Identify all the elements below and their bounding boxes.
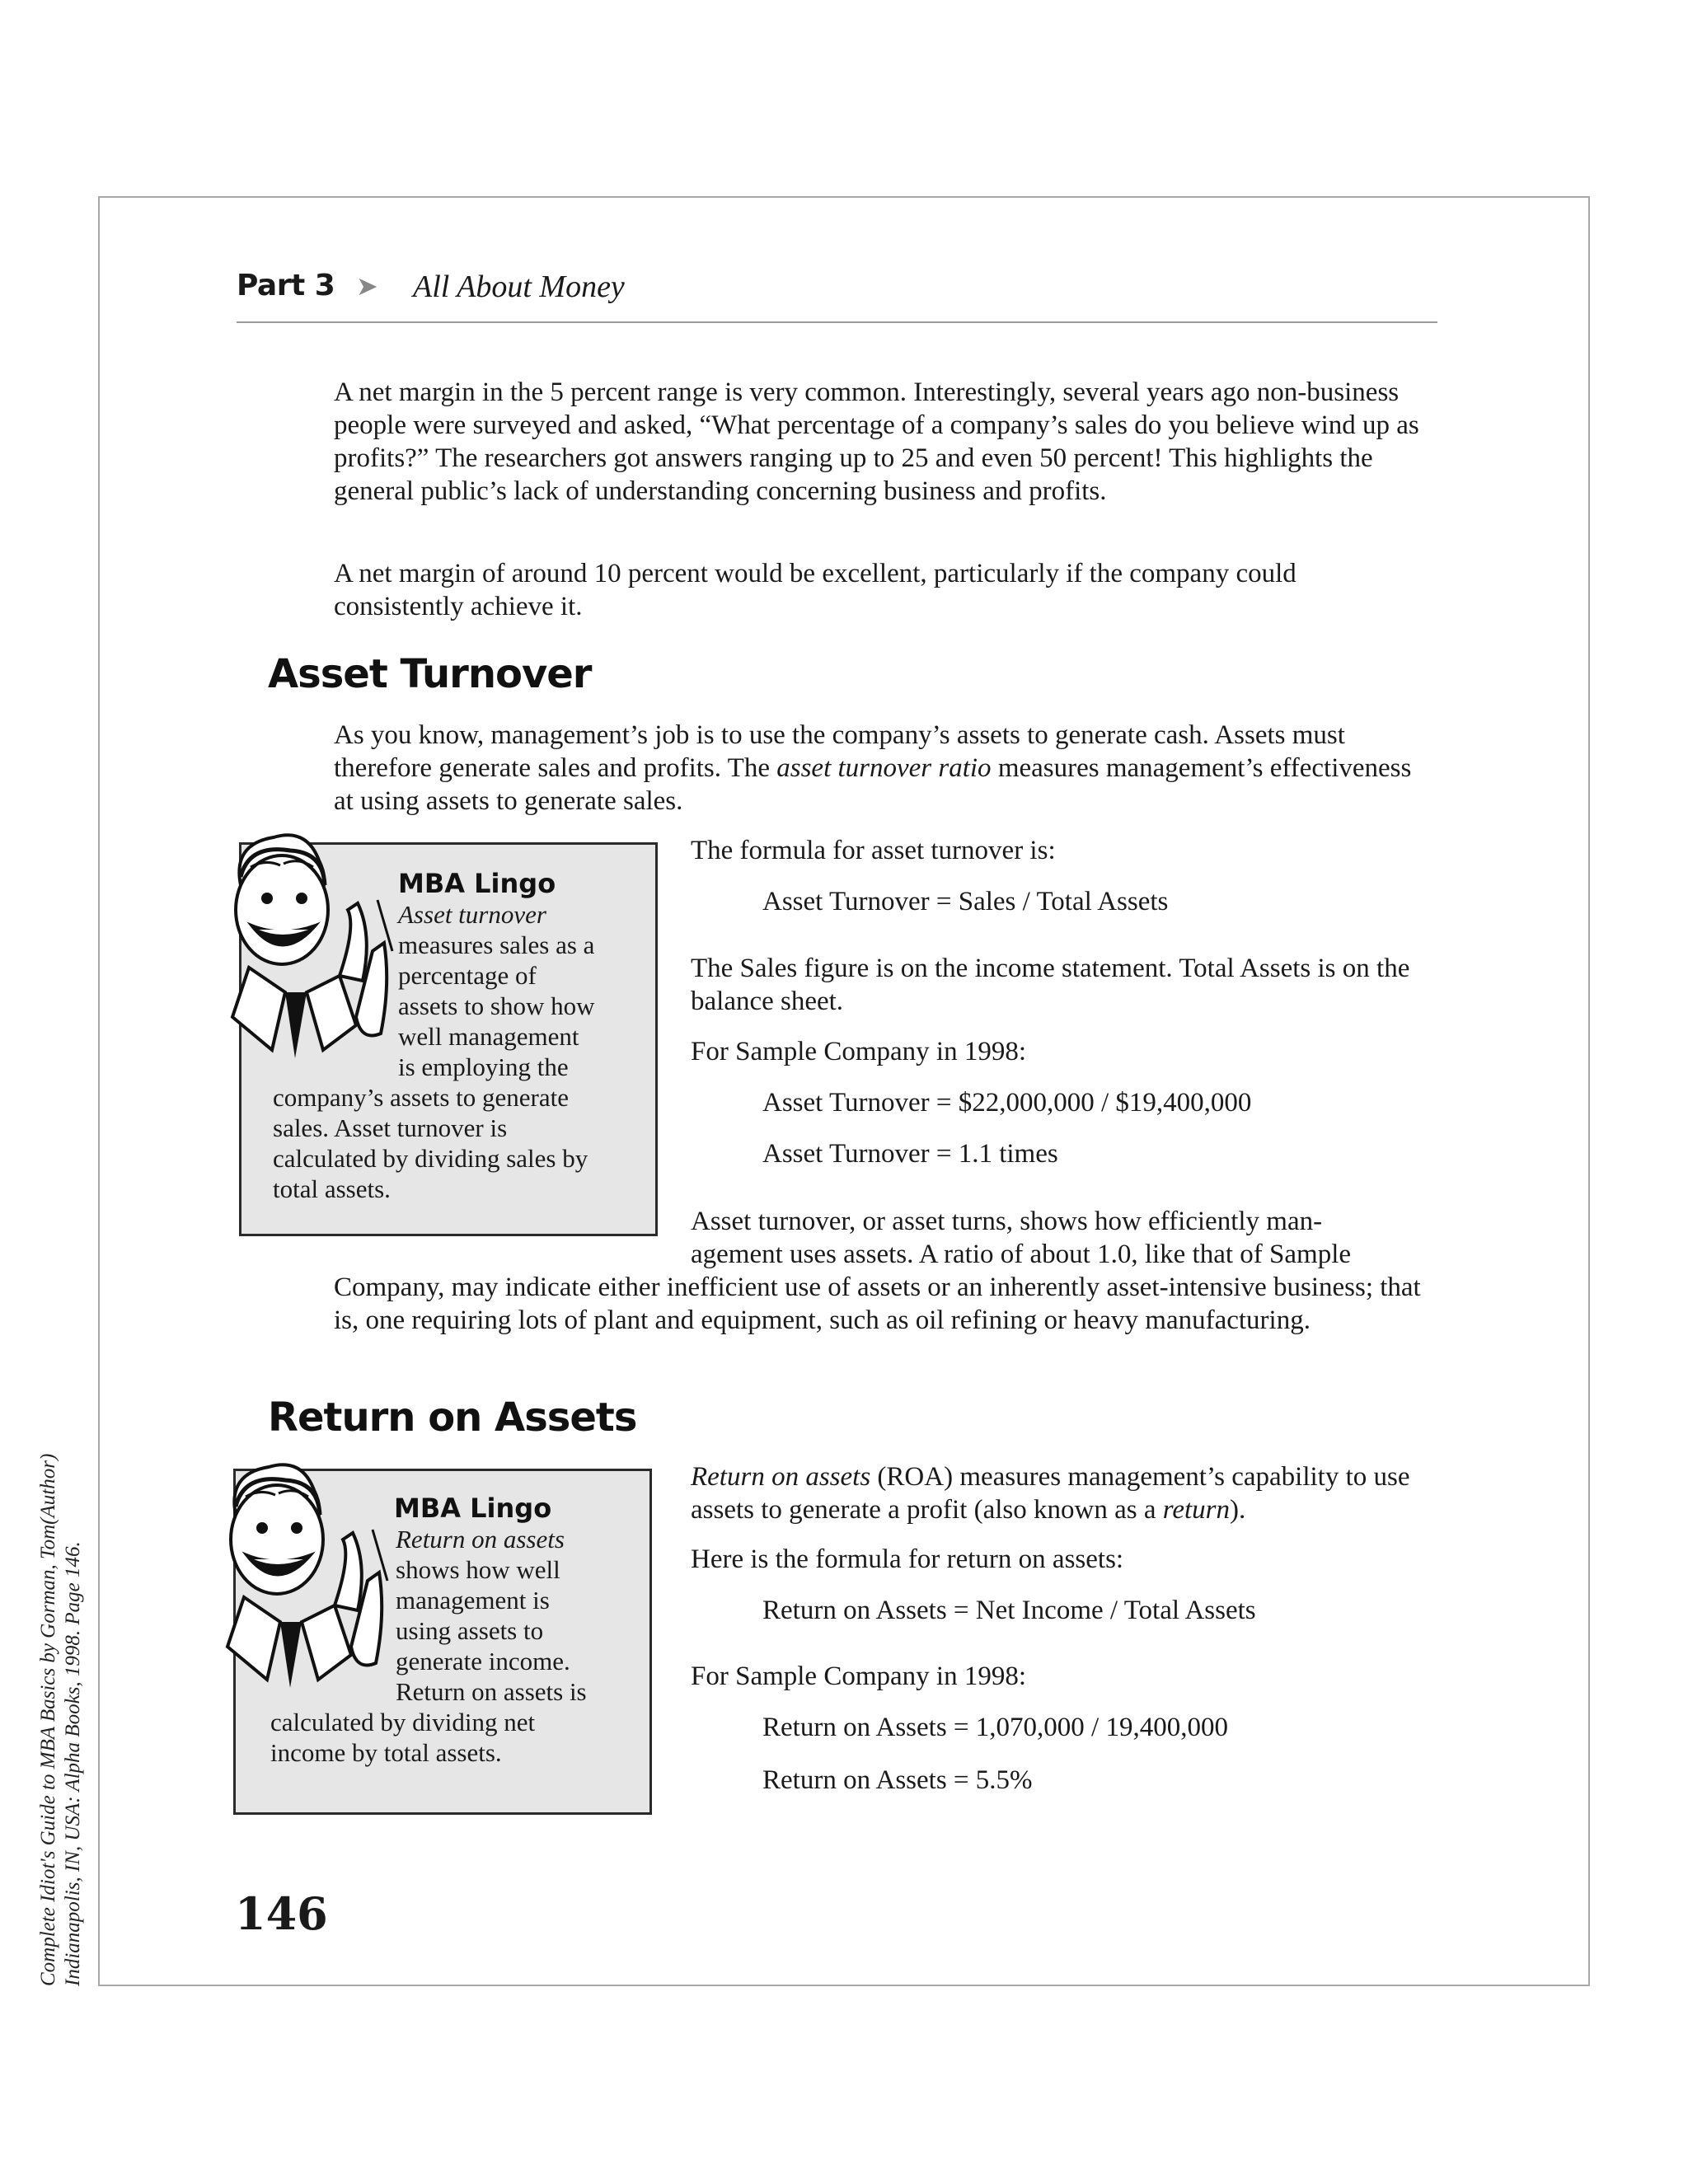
arrow-icon: ➤ xyxy=(356,270,378,302)
mba-lingo-cartoon-icon xyxy=(216,827,406,1066)
asset-turnover-calc-1: Asset Turnover = $22,000,000 / $19,400,000 xyxy=(762,1088,1252,1118)
sidebar-line: total assets. xyxy=(273,1174,391,1203)
part-label: Part 3 xyxy=(237,269,335,302)
return-on-assets-calc-2: Return on Assets = 5.5% xyxy=(762,1765,1033,1795)
intro-paragraph-2: A net margin of around 10 percent would be excellent, particularly if the company could consistently achieve it. xyxy=(334,559,1296,621)
sidebar-line: percentage of xyxy=(398,961,537,990)
intro-paragraph-1: A net margin in the 5 percent range is very common. Interestingly, several years ago non-business people were surveyed and asked, “What percentage of a company’s sales do you believe wind up as profits?” The researchers got answers ranging up to 25 and even 50 percent! This highlights the general public’s lack of understanding concerning business and profits. xyxy=(334,377,1419,506)
asset-turnover-heading: Asset Turnover xyxy=(268,651,592,697)
asset-turnover-formula-intro: The formula for asset turnover is: xyxy=(691,836,1056,865)
sidebar-line: shows how well xyxy=(396,1555,560,1584)
sidebar-line: Return on assets is xyxy=(396,1677,587,1706)
chapter-title: All About Money xyxy=(413,269,625,304)
sidebar-line: is employing the xyxy=(398,1052,569,1081)
sidebar-line: income by total assets. xyxy=(270,1738,502,1767)
return-on-assets-sample-intro: For Sample Company in 1998: xyxy=(691,1661,1026,1691)
asset-turnover-intro-text-a: As you know, management’s job is to use the company’s assets to generate cash. Assets must therefore generate sales and profits. The xyxy=(334,720,1345,783)
sidebar-line: management is xyxy=(396,1586,550,1615)
sidebar-line: company’s assets to generate xyxy=(273,1083,569,1112)
return-on-assets-intro-text-a: (ROA) measures management’s capability to use assets to generate a profit (also known as a xyxy=(691,1462,1410,1525)
sidebar-line: measures sales as a xyxy=(398,930,595,959)
return-on-assets-formula-intro: Here is the formula for return on assets: xyxy=(691,1544,1124,1574)
citation-line-1: Complete Idiot's Guide to MBA Basics by Gorman, Tom(Author) xyxy=(37,1453,59,1986)
return-on-assets-intro-term: Return on assets xyxy=(691,1462,871,1492)
sidebar-term: Asset turnover xyxy=(398,900,546,929)
sidebar-line: generate income. xyxy=(396,1647,570,1675)
sidebar-line: sales. Asset turnover is xyxy=(273,1113,508,1142)
return-on-assets-heading: Return on Assets xyxy=(268,1394,637,1441)
sidebar-line: calculated by dividing net xyxy=(270,1708,536,1736)
mba-lingo-cartoon-icon xyxy=(211,1457,401,1696)
asset-turnover-note: The Sales figure is on the income statement. Total Assets is on the balance sheet. xyxy=(691,954,1410,1016)
page-number: 146 xyxy=(235,1887,328,1940)
return-on-assets-intro-text-b: ). xyxy=(1230,1495,1246,1525)
sidebar-line: using assets to xyxy=(396,1616,544,1645)
asset-turnover-intro xyxy=(334,719,1432,818)
sidebar-line: calculated by dividing sales by xyxy=(273,1144,588,1173)
return-on-assets-intro xyxy=(691,1460,1432,1526)
asset-turnover-closing-line-2: agement uses assets. A ratio of about 1.0, like that of Sample xyxy=(691,1240,1352,1269)
return-on-assets-intro-term-2: return xyxy=(1162,1495,1231,1525)
asset-turnover-sample-intro: For Sample Company in 1998: xyxy=(691,1037,1026,1066)
asset-turnover-intro-term: asset turnover ratio xyxy=(776,753,992,783)
citation-line-2: Indianapolis, IN, USA: Alpha Books, 1998. Page 146. xyxy=(62,1541,84,1986)
side-citation xyxy=(36,1393,86,1986)
asset-turnover-intro-text-b: measures management’s effectiveness at using assets to generate sales. xyxy=(334,753,1412,816)
return-on-assets-calc-1: Return on Assets = 1,070,000 / 19,400,000 xyxy=(762,1713,1228,1742)
return-on-assets-formula: Return on Assets = Net Income / Total Assets xyxy=(762,1596,1256,1625)
sidebar-label: MBA Lingo xyxy=(394,1493,552,1524)
asset-turnover-closing-line-1: Asset turnover, or asset turns, shows how efficiently man- xyxy=(691,1207,1323,1236)
sidebar-term: Return on assets xyxy=(396,1525,565,1554)
running-head xyxy=(237,265,1437,323)
sidebar-line: well management xyxy=(398,1022,579,1051)
sidebar-line: assets to show how xyxy=(398,991,595,1020)
asset-turnover-calc-2: Asset Turnover = 1.1 times xyxy=(762,1139,1058,1169)
sidebar-label: MBA Lingo xyxy=(398,868,556,899)
asset-turnover-formula: Asset Turnover = Sales / Total Assets xyxy=(762,887,1169,916)
asset-turnover-closing-rest: Company, may indicate either inefficient use of assets or an inherently asset-intensive business; that is, one requiring lots of plant and equipment, such as oil refining or heavy manufacturing. xyxy=(334,1272,1421,1335)
